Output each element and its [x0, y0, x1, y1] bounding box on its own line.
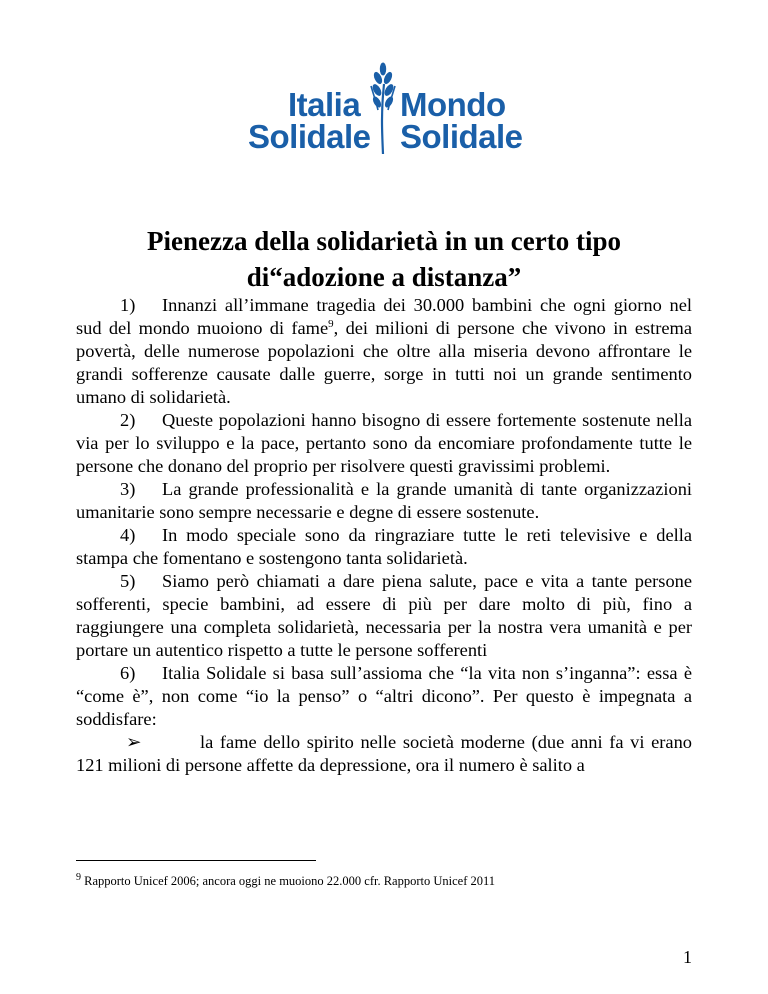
footnote	[76, 873, 495, 889]
logo	[248, 62, 523, 155]
paragraph-number: 4)	[120, 525, 136, 545]
wheat-icon	[366, 62, 400, 154]
paragraph-number: 2)	[120, 410, 136, 430]
logo-solidale-left: Solidale	[248, 118, 371, 155]
footnote-text: Rapporto Unicef 2006; ancora oggi ne muoiono 22.000 cfr. Rapporto Unicef 2011	[84, 874, 496, 888]
paragraph-2: 2) Queste popolazioni hanno bisogno di essere fortemente sostenute nella via per lo sviluppo e la pace, pertanto sono da encomiare profondamente tutte le persone che donano del proprio per risolvere questi gravissimi problemi.	[76, 410, 692, 476]
bullet-item: ➢ la fame dello spirito nelle società moderne (due anni fa vi erano 121 milioni di persone affette da depressione, ora il numero è salito a	[76, 732, 692, 775]
paragraph-4: 4) In modo speciale sono da ringraziare tutte le reti televisive e della stampa che fomentano e sostengono tanta solidarietà.	[76, 525, 692, 568]
footnote-mark: 9	[76, 871, 81, 883]
paragraph-number: 6)	[120, 663, 136, 683]
title-line-1: Pienezza della solidarietà in un certo tipo	[147, 226, 621, 256]
paragraph-6: 6) Italia Solidale si basa sull’assioma che “la vita non s’inganna”: essa è “come è”, non come “io la penso” o “altri dicono”. Per questo è impegnata a soddisfare:	[76, 663, 692, 729]
logo-solidale-right: Solidale	[400, 118, 523, 155]
paragraph-number: 1)	[120, 295, 136, 315]
logo-mondo: Mondo	[400, 86, 506, 123]
paragraph-1: 1) Innanzi all’immane tragedia dei 30.000 bambini che ogni giorno nel sud del mondo muoiono di fame$^9$, dei milioni di persone che vivono in estrema povertà, delle numerose popolazioni che oltre alla miseria devono affrontare le grandi sofferenze causate dalle guerre, sorge in tutti noi un grande sentimento umano di solidarietà.	[76, 295, 692, 407]
paragraph-number: 5)	[120, 571, 136, 591]
arrow-bullet-icon: ➢	[126, 732, 142, 752]
body-text	[76, 294, 692, 777]
page-title	[80, 223, 688, 295]
logo-italia: Italia	[288, 86, 361, 123]
paragraph-number: 3)	[120, 479, 136, 499]
footnote-reference[interactable]: 9	[328, 317, 334, 330]
title-line-2: di“adozione a distanza”	[246, 262, 522, 292]
page-number: 1	[683, 947, 692, 967]
footnote-separator	[76, 860, 316, 861]
paragraph-5: 5) Siamo però chiamati a dare piena salute, pace e vita a tante persone sofferenti, specie bambini, ad essere di più per dare molto di più, fino a raggiungere una completa solidarietà, necessaria per la nostra vera umanità e per portare un autentico rispetto a tutte le persone sofferenti	[76, 571, 692, 660]
paragraph-3: 3) La grande professionalità e la grande umanità di tante organizzazioni umanitarie sono sempre necessarie e degne di essere sostenute.	[76, 479, 692, 522]
